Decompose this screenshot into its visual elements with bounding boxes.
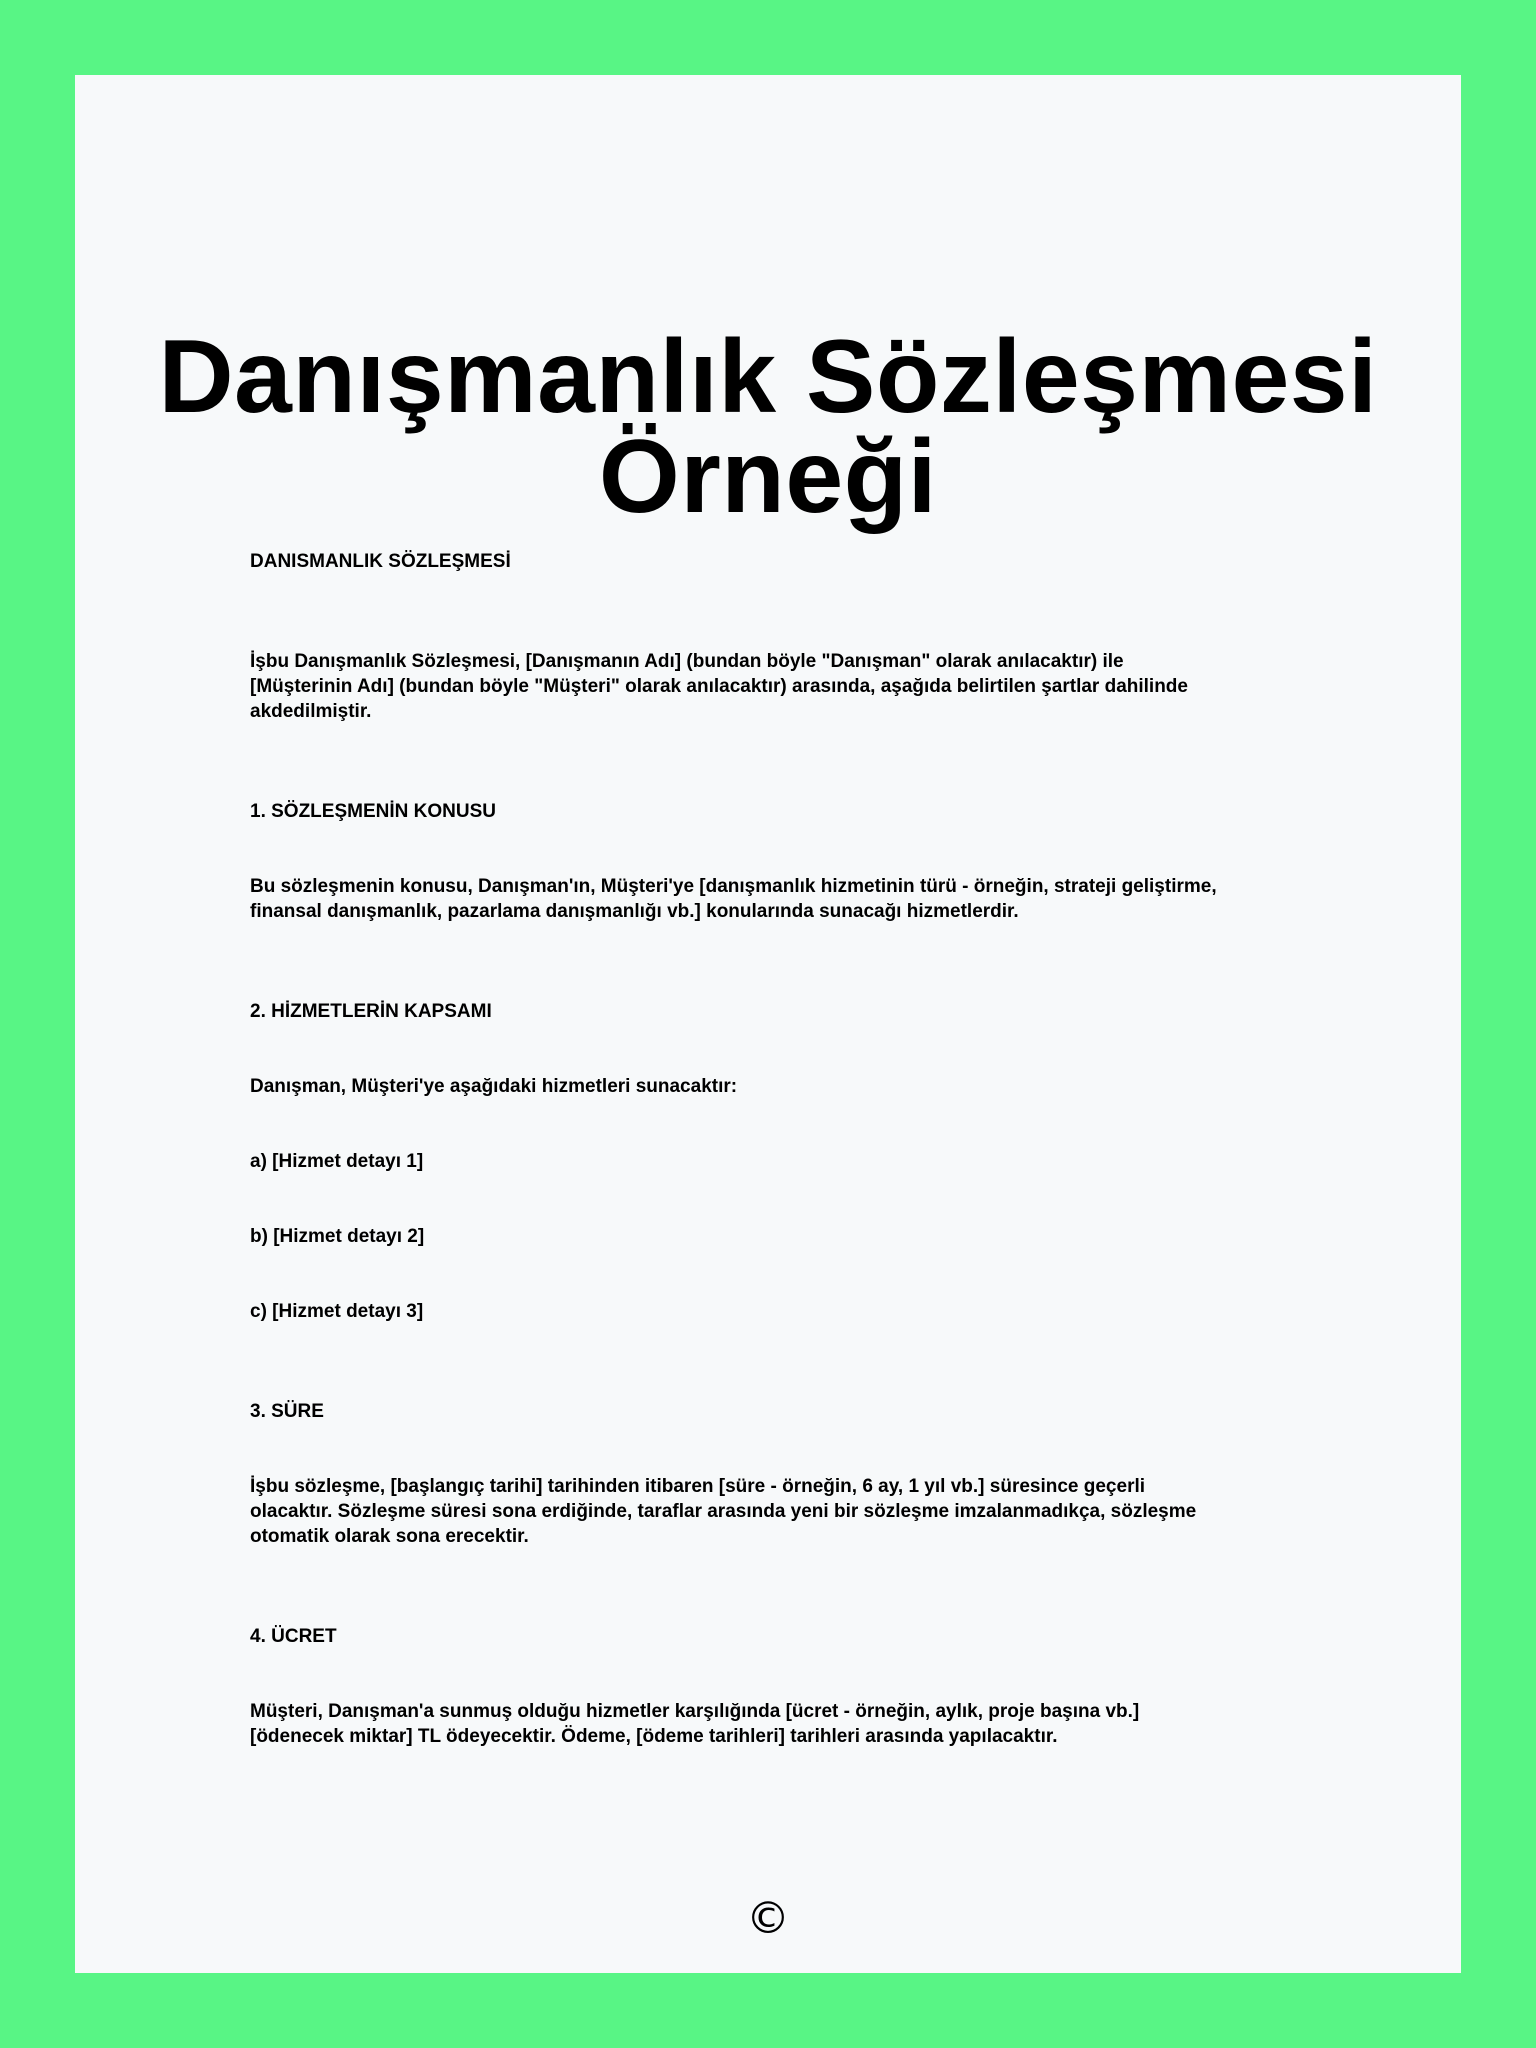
section-2-text: Danışman, Müşteri'ye aşağıdaki hizmetleri sunacaktır: xyxy=(250,1076,738,1097)
section-3-heading: 3. SÜRE xyxy=(250,1401,324,1422)
section-3-line: İşbu sözleşme, [başlangıç tarihi] tarihinden itibaren [süre - örneğin, 6 ay, 1 yıl vb.] süresince geçerli xyxy=(250,1476,1146,1497)
intro-line: İşbu Danışmanlık Sözleşmesi, [Danışmanın Adı] (bundan böyle "Danışman" olarak anılacaktır) ile xyxy=(250,651,1124,672)
intro-line: akdedilmiştir. xyxy=(250,701,372,722)
title-line-1: Danışmanlık Sözleşmesi xyxy=(158,319,1378,435)
copyright-icon: © xyxy=(746,1893,790,1944)
section-2-heading: 2. HİZMETLERİN KAPSAMI xyxy=(250,1001,492,1022)
section-1-line: finansal danışmanlık, pazarlama danışmanlığı vb.] konularında sunacağı hizmetlerdir. xyxy=(250,901,1019,922)
contract-heading: DANISMANLIK SÖZLEŞMESİ xyxy=(250,551,511,572)
document-page xyxy=(75,75,1461,1973)
intro-line: [Müşterinin Adı] (bundan böyle "Müşteri" olarak anılacaktır) arasında, aşağıda belirtilen şartlar dahilinde xyxy=(250,676,1188,697)
section-4-heading: 4. ÜCRET xyxy=(250,1626,337,1647)
intro-paragraph xyxy=(250,649,1370,724)
section-1-heading: 1. SÖZLEŞMENİN KONUSU xyxy=(250,801,496,822)
section-3-line: otomatik olarak sona erecektir. xyxy=(250,1526,529,1547)
section-4-line: [ödenecek miktar] TL ödeyecektir. Ödeme, [ödeme tarihleri] tarihleri arasında yapılacaktır. xyxy=(250,1726,1058,1747)
section-4-text xyxy=(250,1699,1370,1749)
service-item-3: c) [Hizmet detayı 3] xyxy=(250,1301,424,1322)
title-line-2: Örneği xyxy=(598,419,938,535)
service-item-1: a) [Hizmet detayı 1] xyxy=(250,1151,424,1172)
document-title xyxy=(75,319,1461,535)
section-4-line: Müşteri, Danışman'a sunmuş olduğu hizmetler karşılığında [ücret - örneğin, aylık, proje başına vb.] xyxy=(250,1701,1140,1722)
section-1-line: Bu sözleşmenin konusu, Danışman'ın, Müşteri'ye [danışmanlık hizmetinin türü - örneğin, strateji geliştirme, xyxy=(250,876,1217,897)
section-3-text xyxy=(250,1474,1370,1549)
section-1-text xyxy=(250,874,1370,924)
section-3-line: olacaktır. Sözleşme süresi sona erdiğinde, taraflar arasında yeni bir sözleşme imzalanmadıkça, sözleşme xyxy=(250,1501,1197,1522)
service-item-2: b) [Hizmet detayı 2] xyxy=(250,1226,425,1247)
